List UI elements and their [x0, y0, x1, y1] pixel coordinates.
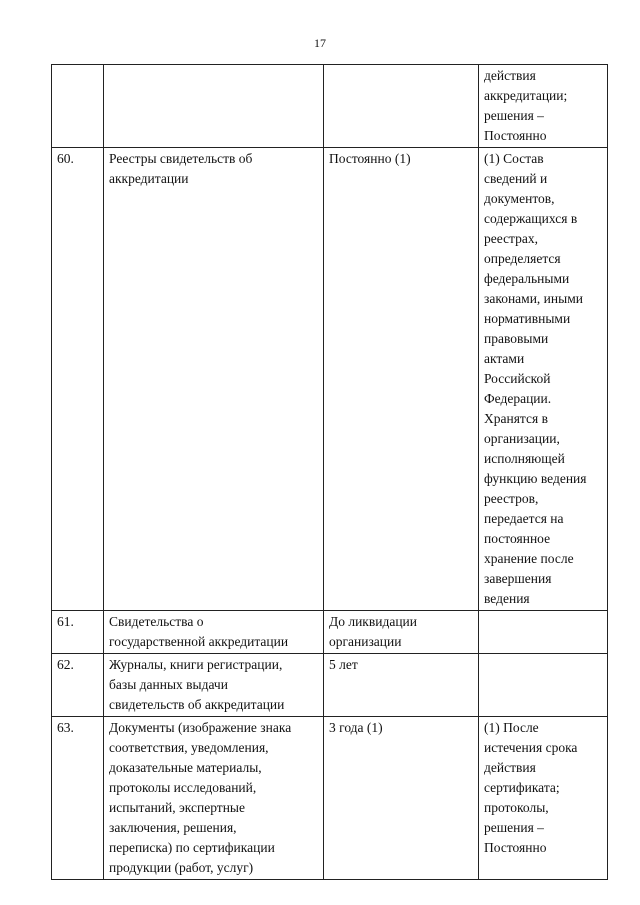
note-line: организации,	[484, 431, 560, 446]
document-title-line: продукции (работ, услуг)	[109, 860, 254, 875]
note-line: Российской	[484, 371, 551, 386]
table-row	[52, 148, 608, 611]
note-cell	[479, 654, 608, 717]
note-line: сертификата;	[484, 780, 560, 795]
note-line: решения –	[484, 108, 544, 123]
note-line: нормативными	[484, 311, 571, 326]
row-number-cell: 61.	[52, 611, 104, 654]
note-line: Постоянно	[484, 128, 547, 143]
note-line: действия	[484, 68, 536, 83]
document-title-line: государственной аккредитации	[109, 634, 289, 649]
document-title-line: Свидетельства о	[109, 614, 204, 629]
document-title-line: протоколы исследований,	[109, 780, 257, 795]
note-cell	[479, 65, 608, 148]
document-title-line: Журналы, книги регистрации,	[109, 657, 283, 672]
note-line: исполняющей	[484, 451, 565, 466]
note-line: Постоянно	[484, 840, 547, 855]
retention-term-line: организации	[329, 634, 402, 649]
retention-term-cell	[324, 654, 479, 717]
note-line: протоколы,	[484, 800, 549, 815]
row-number-cell: 63.	[52, 717, 104, 880]
note-line: аккредитации;	[484, 88, 568, 103]
document-title-line: свидетельств об аккредитации	[109, 697, 285, 712]
retention-term-cell	[324, 611, 479, 654]
note-line: правовыми	[484, 331, 549, 346]
note-line: постоянное	[484, 531, 551, 546]
retention-term-line: 3 года (1)	[329, 720, 383, 735]
document-title-cell	[104, 611, 324, 654]
retention-term-line: До ликвидации	[329, 614, 417, 629]
note-line: сведений и	[484, 171, 548, 186]
document-title-cell	[104, 654, 324, 717]
note-line: (1) После	[484, 720, 539, 735]
note-line: реестрах,	[484, 231, 538, 246]
note-line: передается на	[484, 511, 564, 526]
table-row	[52, 611, 608, 654]
retention-term-line: Постоянно (1)	[329, 151, 411, 166]
note-line: решения –	[484, 820, 544, 835]
document-title-cell	[104, 148, 324, 611]
note-line: истечения срока	[484, 740, 578, 755]
note-line: Хранятся в	[484, 411, 548, 426]
note-line: завершения	[484, 571, 552, 586]
note-line: содержащихся в	[484, 211, 578, 226]
note-line: (1) Состав	[484, 151, 544, 166]
note-line: действия	[484, 760, 536, 775]
document-title-line: базы данных выдачи	[109, 677, 228, 692]
note-line: функцию ведения	[484, 471, 587, 486]
note-line: Федерации.	[484, 391, 552, 406]
note-cell	[479, 717, 608, 880]
document-title-line: Реестры свидетельств об	[109, 151, 253, 166]
note-line: определяется	[484, 251, 561, 266]
note-line: федеральными	[484, 271, 570, 286]
document-title-line: переписка) по сертификации	[109, 840, 275, 855]
table-row	[52, 65, 608, 148]
document-title-line: соответствия, уведомления,	[109, 740, 269, 755]
note-line: актами	[484, 351, 525, 366]
document-title-line: Документы (изображение знака	[109, 720, 292, 735]
row-number-cell: 60.	[52, 148, 104, 611]
retention-term-cell	[324, 717, 479, 880]
retention-term-line: 5 лет	[329, 657, 358, 672]
note-line: документов,	[484, 191, 555, 206]
note-line: законами, иными	[484, 291, 583, 306]
table-row	[52, 654, 608, 717]
document-title-line: аккредитации	[109, 171, 189, 186]
row-number-cell	[52, 65, 104, 148]
retention-term-cell	[324, 65, 479, 148]
table-row	[52, 717, 608, 880]
document-title-line: доказательные материалы,	[109, 760, 262, 775]
document-title-cell	[104, 717, 324, 880]
document-title-cell	[104, 65, 324, 148]
note-line: ведения	[484, 591, 530, 606]
note-line: реестров,	[484, 491, 539, 506]
note-cell	[479, 611, 608, 654]
document-title-line: испытаний, экспертные	[109, 800, 245, 815]
note-line: хранение после	[484, 551, 574, 566]
note-cell	[479, 148, 608, 611]
row-number-cell: 62.	[52, 654, 104, 717]
page-number: 17	[314, 36, 326, 50]
records-retention-table	[51, 64, 608, 880]
document-title-line: заключения, решения,	[109, 820, 237, 835]
retention-term-cell	[324, 148, 479, 611]
